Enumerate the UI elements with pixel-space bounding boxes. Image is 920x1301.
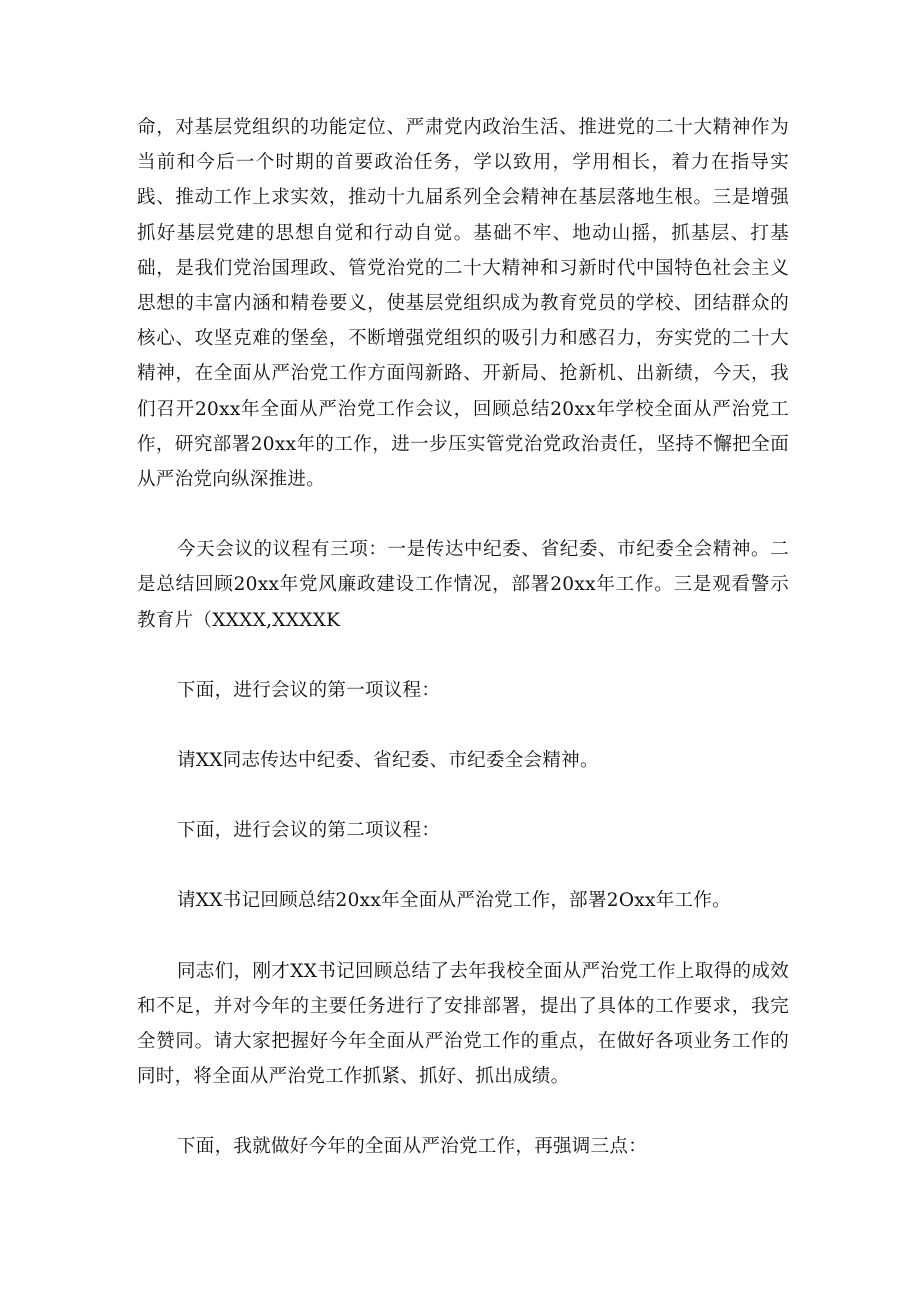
- paragraph-agenda: 今天会议的议程有三项：一是传达中纪委、省纪委、市纪委全会精神。二是总结回顾20xx年党风廉政建设工作情况，部署20xx年工作。三是观看警示教育片（XXXX,XXXXK: [137, 539, 789, 631]
- paragraph-comrades: 同志们，刚才XX书记回顾总结了去年我校全面从严治党工作上取得的成效和不足，并对今年的主要任务进行了安排部署，提出了具体的工作要求，我完全赞同。请大家把握好今年全面从严治党工作的重点，在做好各项业务工作的同时，将全面从严治党工作抓紧、抓好、抓出成绩。: [137, 960, 789, 1088]
- paragraph-three-points: 下面，我就做好今年的全面从严治党工作，再强调三点：: [177, 1136, 648, 1158]
- paragraph-item-two-detail: 请XX书记回顾总结20xx年全面从严治党工作，部署2Oxx年工作。: [177, 890, 731, 912]
- paragraph-item-two-intro: 下面，进行会议的第二项议程：: [177, 820, 441, 842]
- paragraph-item-one-detail: 请XX同志传达中纪委、省纪委、市纪委全会精神。: [177, 750, 599, 772]
- paragraph-item-one-intro: 下面，进行会议的第一项议程：: [177, 679, 441, 701]
- paragraph-continuation: 命，对基层党组织的功能定位、严肃党内政治生活、推进党的二十大精神作为当前和今后一个时期的首要政治任务，学以致用，学用相长，着力在指导实践、推动工作上求实效，推动十九届系列全会精神在基层落地生根。三是增强抓好基层党建的思想自觉和行动自觉。基础不牢、地动山摇，抓基层、打基础，是我们党治国理政、管党治党的二十大精神和习新时代中国特色社会主义思想的丰富内涵和精卷要义，使基层党组织成为教育党员的学校、团结群众的核心、攻坚克难的堡垒，不断增强党组织的吸引力和感召力，夯实党的二十大精神，在全面从严治党工作方面闯新路、开新局、抢新机、出新绩，今天，我们召开20xx年全面从严治党工作会议，回顾总结20xx年学校全面从严治党工作，研究部署20xx年的工作，进一步压实管党治党政治责任，坚持不懈把全面从严治党向纵深推进。: [137, 117, 789, 491]
- document-body: [137, 110, 789, 1165]
